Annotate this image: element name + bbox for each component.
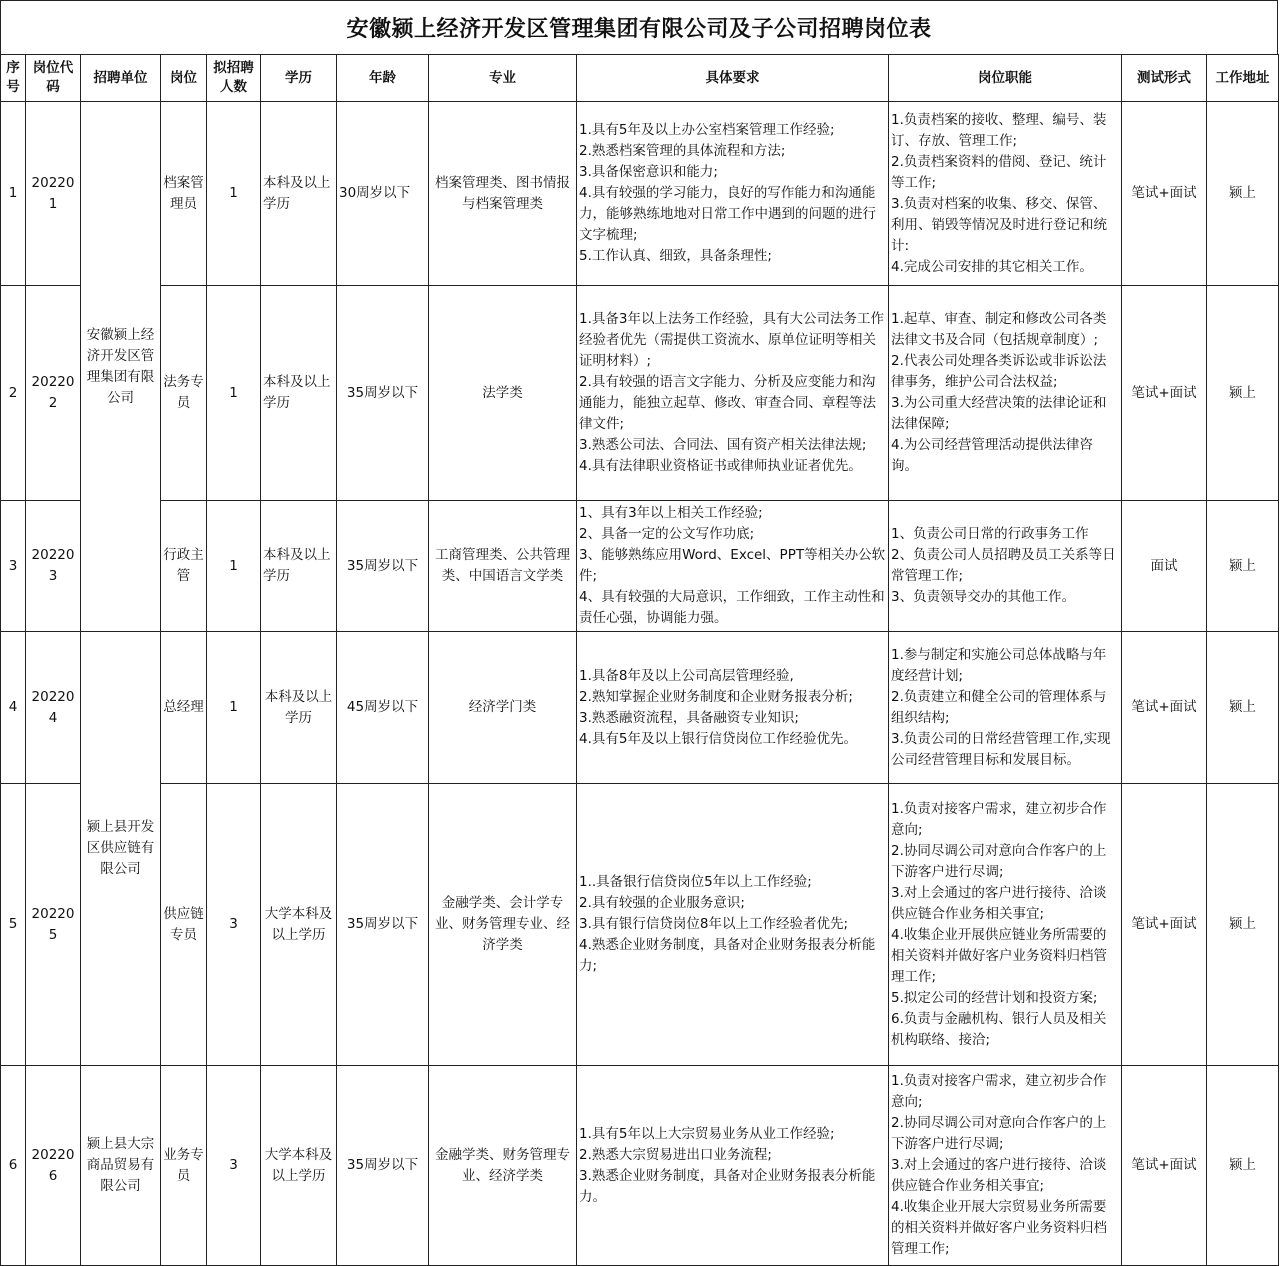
table-row [1, 286, 1279, 501]
cell-seq: 2 [1, 286, 26, 501]
header-major: 专业 [429, 55, 577, 102]
table-row [1, 1066, 1279, 1266]
cell-seq: 5 [1, 784, 26, 1066]
cell-edu: 本科及以上学历 [261, 632, 337, 784]
cell-unit: 安徽颍上经济开发区管理集团有限公司 [81, 102, 161, 632]
cell-edu: 本科及以上学历 [261, 286, 337, 501]
table-row [1, 632, 1279, 784]
cell-count: 1 [207, 286, 261, 501]
cell-edu: 大学本科及以上学历 [261, 1066, 337, 1266]
cell-req: 1.具有5年以上大宗贸易业务从业工作经验; 2.熟悉大宗贸易进出口业务流程; 3.熟悉企业财务制度，具备对企业财务报表分析能力。 [577, 1066, 889, 1266]
cell-addr: 颍上 [1207, 286, 1279, 501]
cell-count: 1 [207, 501, 261, 632]
header-addr: 工作地址 [1207, 55, 1279, 102]
cell-duty: 1.负责对接客户需求，建立初步合作意向; 2.协同尽调公司对意向合作客户的上下游客户进行尽调; 3.对上会通过的客户进行接待、洽谈供应链合作业务相关事宜; 4.收集企业开展供应链业务所需要的相关资料并做好客户业务资料归档管理工作; 5.拟定公司的经营计划和投资方案; 6.负责与金融机构、银行人员及相关机构联络、接洽; [889, 784, 1122, 1066]
header-age: 年龄 [337, 55, 429, 102]
cell-req: 1.具备3年以上法务工作经验，具有大公司法务工作经验者优先（需提供工资流水、原单位证明等相关证明材料）; 2.具有较强的语言文字能力、分析及应变能力和沟通能力，能独立起草、修改、审查合同、章程等法律文件; 3.熟悉公司法、合同法、国有资产相关法律法规; 4.具有法律职业资格证书或律师执业证者优先。 [577, 286, 889, 501]
cell-addr: 颍上 [1207, 784, 1279, 1066]
cell-post: 法务专员 [161, 286, 207, 501]
cell-req: 1、具有3年以上相关工作经验; 2、具备一定的公文写作功底; 3、能够熟练应用Word、Excel、PPT等相关办公软件; 4、具有较强的大局意识，工作细致，工作主动性和责任心强，协调能力强。 [577, 501, 889, 632]
cell-code: 202201 [26, 102, 81, 286]
cell-major: 档案管理类、图书情报与档案管理类 [429, 102, 577, 286]
cell-count: 3 [207, 1066, 261, 1266]
cell-req: 1.具备8年及以上公司高层管理经验, 2.熟知掌握企业财务制度和企业财务报表分析; 3.熟悉融资流程，具备融资专业知识; 4.具有5年及以上银行信贷岗位工作经验优先。 [577, 632, 889, 784]
cell-addr: 颍上 [1207, 632, 1279, 784]
table-header-row [1, 55, 1279, 102]
cell-seq: 6 [1, 1066, 26, 1266]
cell-edu: 本科及以上学历 [261, 501, 337, 632]
cell-duty: 1.参与制定和实施公司总体战略与年度经营计划; 2.负责建立和健全公司的管理体系与组织结构; 3.负责公司的日常经营管理工作,实现公司经营管理目标和发展目标。 [889, 632, 1122, 784]
cell-req: 1.具有5年及以上办公室档案管理工作经验; 2.熟悉档案管理的具体流程和方法; 3.具备保密意识和能力; 4.具有较强的学习能力，良好的写作能力和沟通能力，能够熟练地地对日常工作中遇到的问题的进行文字梳理; 5.工作认真、细致，具备条理性; [577, 102, 889, 286]
cell-addr: 颍上 [1207, 102, 1279, 286]
cell-test: 笔试+面试 [1122, 102, 1207, 286]
cell-test: 面试 [1122, 501, 1207, 632]
table-row [1, 501, 1279, 632]
cell-major: 经济学门类 [429, 632, 577, 784]
cell-code: 202203 [26, 501, 81, 632]
cell-code: 202206 [26, 1066, 81, 1266]
cell-test: 笔试+面试 [1122, 632, 1207, 784]
cell-age: 30周岁以下 [337, 102, 429, 286]
cell-age: 35周岁以下 [337, 1066, 429, 1266]
cell-major: 法学类 [429, 286, 577, 501]
cell-age: 35周岁以下 [337, 286, 429, 501]
cell-age: 35周岁以下 [337, 501, 429, 632]
cell-test: 笔试+面试 [1122, 286, 1207, 501]
cell-duty: 1.负责档案的接收、整理、编号、装订、存放、管理工作; 2.负责档案资料的借阅、登记、统计等工作; 3.负责对档案的收集、移交、保管、利用、销毁等情况及时进行登记和统计: 4.完成公司安排的其它相关工作。 [889, 102, 1122, 286]
table-row [1, 102, 1279, 286]
cell-major: 金融学类、财务管理专业、经济学类 [429, 1066, 577, 1266]
cell-unit: 颍上县开发区供应链有限公司 [81, 632, 161, 1066]
header-duty: 岗位职能 [889, 55, 1122, 102]
cell-post: 行政主管 [161, 501, 207, 632]
cell-count: 1 [207, 102, 261, 286]
cell-post: 档案管理员 [161, 102, 207, 286]
cell-post: 业务专员 [161, 1066, 207, 1266]
header-edu: 学历 [261, 55, 337, 102]
cell-duty: 1.负责对接客户需求，建立初步合作意向; 2.协同尽调公司对意向合作客户的上下游客户进行尽调; 3.对上会通过的客户进行接待、洽谈供应链合作业务相关事宜; 4.收集企业开展大宗贸易业务所需要的相关资料并做好客户业务资料归档管理工作; [889, 1066, 1122, 1266]
cell-major: 工商管理类、公共管理类、中国语言文学类 [429, 501, 577, 632]
header-test: 测试形式 [1122, 55, 1207, 102]
cell-test: 笔试+面试 [1122, 1066, 1207, 1266]
cell-post: 总经理 [161, 632, 207, 784]
header-seq: 序号 [1, 55, 26, 102]
cell-test: 笔试+面试 [1122, 784, 1207, 1066]
header-count: 拟招聘人数 [207, 55, 261, 102]
cell-duty: 1.起草、审查、制定和修改公司各类法律文书及合同（包括规章制度）; 2.代表公司处理各类诉讼或非诉讼法律事务，维护公司合法权益; 3.为公司重大经营决策的法律论证和法律保障; 4.为公司经营管理活动提供法律咨询。 [889, 286, 1122, 501]
cell-post: 供应链专员 [161, 784, 207, 1066]
recruitment-table [0, 54, 1279, 1266]
cell-code: 202205 [26, 784, 81, 1066]
cell-code: 202204 [26, 632, 81, 784]
cell-seq: 3 [1, 501, 26, 632]
table-row [1, 784, 1279, 1066]
cell-code: 202202 [26, 286, 81, 501]
header-req: 具体要求 [577, 55, 889, 102]
cell-duty: 1、负责公司日常的行政事务工作 2、负责公司人员招聘及员工关系等日常管理工作; 3、负责领导交办的其他工作。 [889, 501, 1122, 632]
cell-seq: 1 [1, 102, 26, 286]
cell-addr: 颍上 [1207, 501, 1279, 632]
cell-age: 45周岁以下 [337, 632, 429, 784]
header-code: 岗位代码 [26, 55, 81, 102]
cell-unit: 颍上县大宗商品贸易有限公司 [81, 1066, 161, 1266]
cell-count: 3 [207, 784, 261, 1066]
cell-major: 金融学类、会计学专业、财务管理专业、经济学类 [429, 784, 577, 1066]
cell-req: 1..具备银行信贷岗位5年以上工作经验; 2.具有较强的企业服务意识; 3.具有银行信贷岗位8年以上工作经验者优先; 4.熟悉企业财务制度，具备对企业财务报表分析能力; [577, 784, 889, 1066]
cell-seq: 4 [1, 632, 26, 784]
page-title: 安徽颍上经济开发区管理集团有限公司及子公司招聘岗位表 [0, 0, 1278, 54]
cell-count: 1 [207, 632, 261, 784]
header-unit: 招聘单位 [81, 55, 161, 102]
header-post: 岗位 [161, 55, 207, 102]
cell-addr: 颍上 [1207, 1066, 1279, 1266]
cell-age: 35周岁以下 [337, 784, 429, 1066]
cell-edu: 本科及以上学历 [261, 102, 337, 286]
cell-edu: 大学本科及以上学历 [261, 784, 337, 1066]
